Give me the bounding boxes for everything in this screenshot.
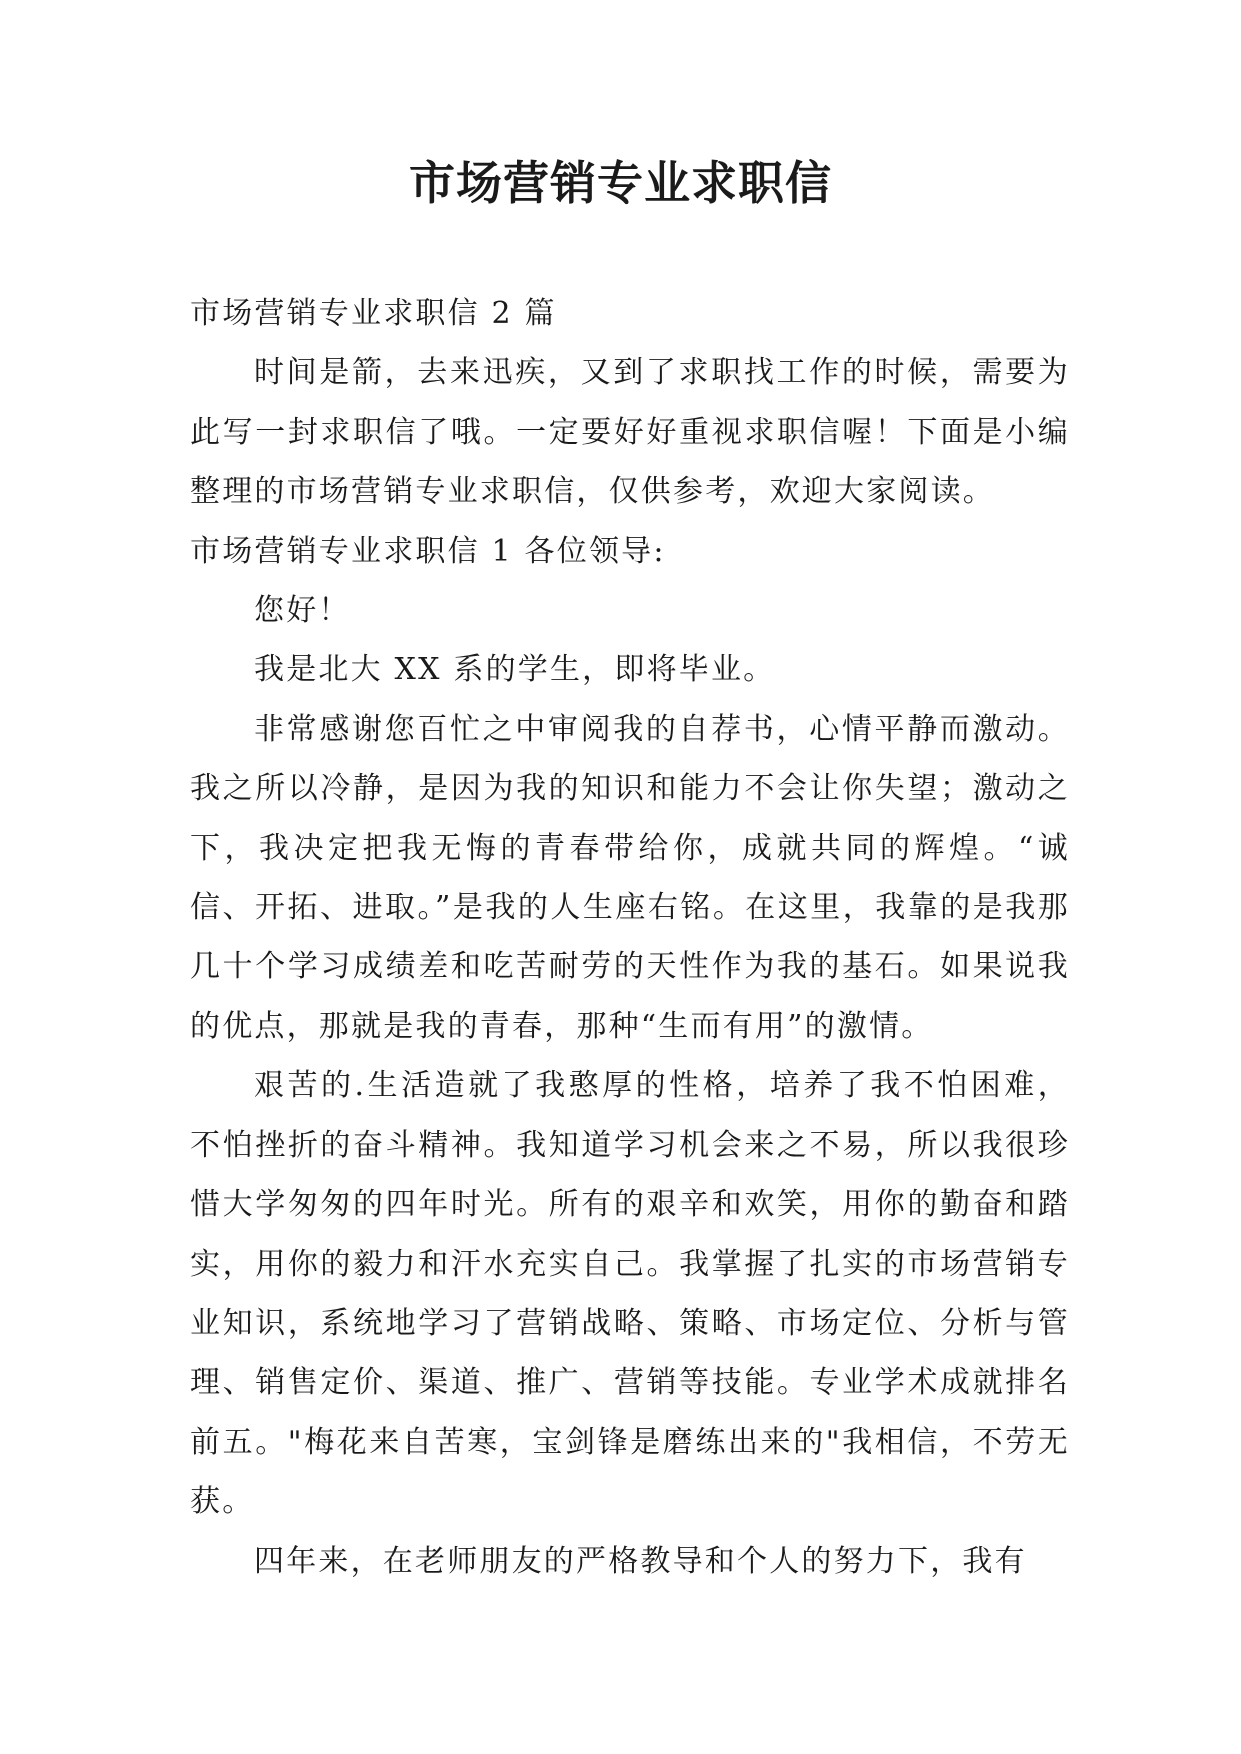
letter-heading: 市场营销专业求职信 1 各位领导: xyxy=(190,533,666,569)
intro-paragraph: 时间是箭，去来迅疾，又到了求职找工作的时候，需要为此写一封求职信了哦。一定要好好重视求职信喔！下面是小编整理的市场营销专业求职信，仅供参考，欢迎大家阅读。 xyxy=(190,355,1070,510)
subtitle-line: 市场营销专业求职信 2 篇 xyxy=(190,296,557,331)
document-body xyxy=(190,284,1070,1591)
document-title: 市场营销专业求职信 xyxy=(409,156,832,210)
self-introduction: 我是北大 XX 系的学生，即将毕业。 xyxy=(254,652,776,688)
body-paragraph: 艰苦的.生活造就了我憨厚的性格，培养了我不怕困难，不怕挫折的奋斗精神。我知道学习机会来之不易，所以我很珍惜大学匆匆的四年时光。所有的艰辛和欢笑，用你的勤奋和踏实，用你的毅力和汗水充实自己。我掌握了扎实的市场营销专业知识，系统地学习了营销战略、策略、市场定位、分析与管理、销售定价、渠道、推广、营销等技能。专业学术成就排名前五。"梅花来自苦寒，宝剑锋是磨练出来的"我相信，不劳无获。 xyxy=(190,1068,1070,1520)
greeting: 您好！ xyxy=(254,593,351,629)
body-paragraph: 四年来，在老师朋友的严格教导和个人的努力下，我有 xyxy=(254,1543,1027,1579)
body-paragraph: 非常感谢您百忙之中审阅我的自荐书，心情平静而激动。我之所以冷静，是因为我的知识和能力不会让你失望；激动之下，我决定把我无悔的青春带给你，成就共同的辉煌。“诚信、开拓、进取。”是我的人生座右铭。在这里，我靠的是我那几十个学习成绩差和吃苦耐劳的天性作为我的基石。如果说我的优点，那就是我的青春，那种“生而有用”的激情。 xyxy=(190,711,1070,1044)
